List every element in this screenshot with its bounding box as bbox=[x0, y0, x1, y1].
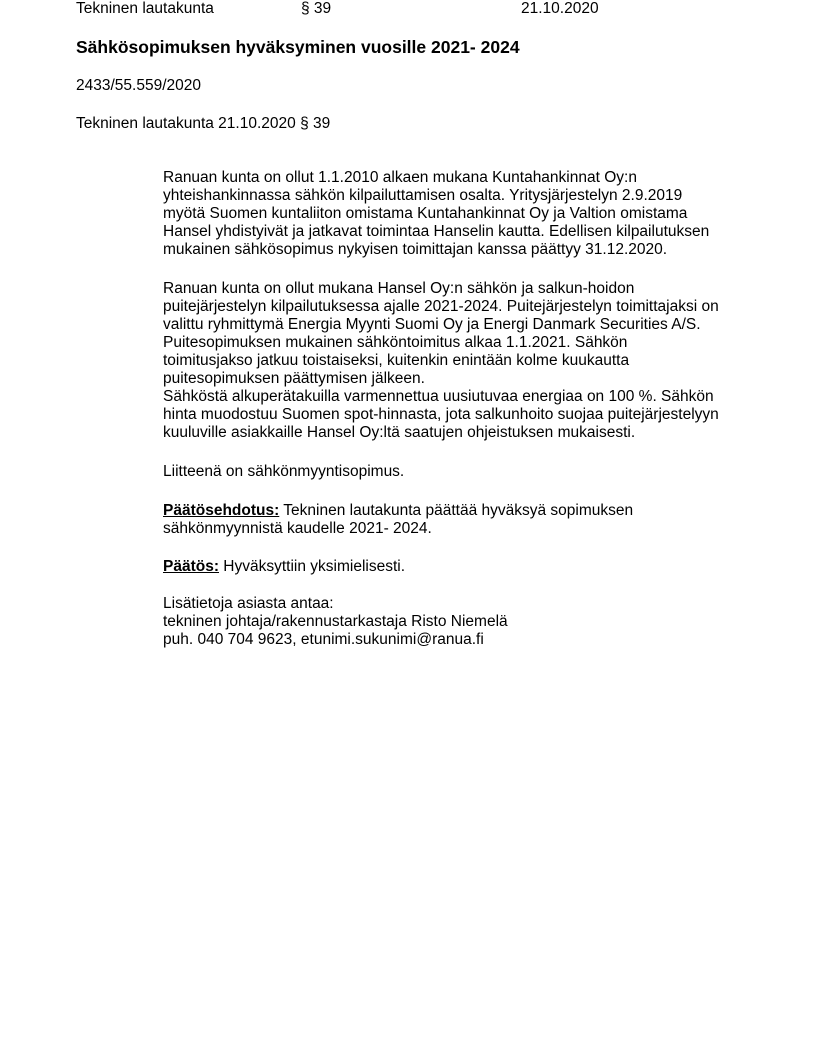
text-line: toimitusjakso jatkuu toistaiseksi, kuitenkin enintään kolme kuukautta bbox=[163, 352, 630, 369]
header-board: Tekninen lautakunta bbox=[76, 0, 214, 17]
text-line: yhteishankinnassa sähkön kilpailuttamisen osalta. Yritysjärjestelyn 2.9.2019 bbox=[163, 187, 683, 204]
text-line: puitesopimuksen päättymisen jälkeen. bbox=[163, 370, 425, 387]
text-line: Ranuan kunta on ollut mukana Hansel Oy:n sähkön ja salkun-hoidon bbox=[163, 280, 635, 297]
paragraph-2 bbox=[163, 280, 719, 442]
header-date: 21.10.2020 bbox=[521, 0, 599, 17]
contact-line: Lisätietoja asiasta antaa: bbox=[163, 595, 334, 612]
contact-line: puh. 040 704 9623, etunimi.sukunimi@ranua.fi bbox=[163, 631, 484, 648]
decision bbox=[163, 558, 405, 576]
decision-proposal bbox=[163, 502, 633, 538]
text-line: valittu ryhmittymä Energia Myynti Suomi Oy ja Energi Danmark Securities A/S. bbox=[163, 316, 701, 333]
text-line: myötä Suomen kuntaliiton omistama Kuntahankinnat Oy ja Valtion omistama bbox=[163, 205, 688, 222]
proposal-label: Päätösehdotus: bbox=[163, 502, 280, 519]
attachment-note: Liitteenä on sähkönmyyntisopimus. bbox=[163, 463, 405, 480]
text-line: Sähköstä alkuperätakuilla varmennettua uusiutuvaa energiaa on 100 %. Sähkön bbox=[163, 388, 714, 405]
contact-line: tekninen johtaja/rakennustarkastaja Risto Niemelä bbox=[163, 613, 508, 630]
decision-text: Hyväksyttiin yksimielisesti. bbox=[219, 558, 406, 575]
text-line: puitejärjestelyn kilpailutuksessa ajalle 2021-2024. Puitejärjestelyn toimittajaksi on bbox=[163, 298, 719, 315]
text-line: hinta muodostuu Suomen spot-hinnasta, jota salkunhoito suojaa puitejärjestelyyn bbox=[163, 406, 719, 423]
text-line: Puitesopimuksen mukainen sähköntoimitus alkaa 1.1.2021. Sähkön bbox=[163, 334, 628, 351]
meeting-reference: Tekninen lautakunta 21.10.2020 § 39 bbox=[76, 115, 331, 132]
proposal-text: sähkönmyynnistä kaudelle 2021- 2024. bbox=[163, 520, 432, 537]
text-line: Ranuan kunta on ollut 1.1.2010 alkaen mukana Kuntahankinnat Oy:n bbox=[163, 169, 637, 186]
document-title: Sähkösopimuksen hyväksyminen vuosille 2021- 2024 bbox=[76, 37, 520, 57]
header-section: § 39 bbox=[301, 0, 332, 17]
text-line: Hansel yhdistyivät ja jatkavat toimintaa Hanselin kautta. Edellisen kilpailutuksen bbox=[163, 223, 710, 240]
text-line: kuuluville asiakkaille Hansel Oy:ltä saatujen ohjeistuksen mukaisesti. bbox=[163, 424, 636, 441]
decision-label: Päätös: bbox=[163, 558, 219, 575]
proposal-text: Tekninen lautakunta päättää hyväksyä sopimuksen bbox=[279, 502, 634, 519]
record-number: 2433/55.559/2020 bbox=[76, 77, 201, 94]
paragraph-1 bbox=[163, 169, 709, 259]
text-line: mukainen sähkösopimus nykyisen toimittajan kanssa päättyy 31.12.2020. bbox=[163, 241, 668, 258]
contact-info bbox=[163, 595, 508, 649]
